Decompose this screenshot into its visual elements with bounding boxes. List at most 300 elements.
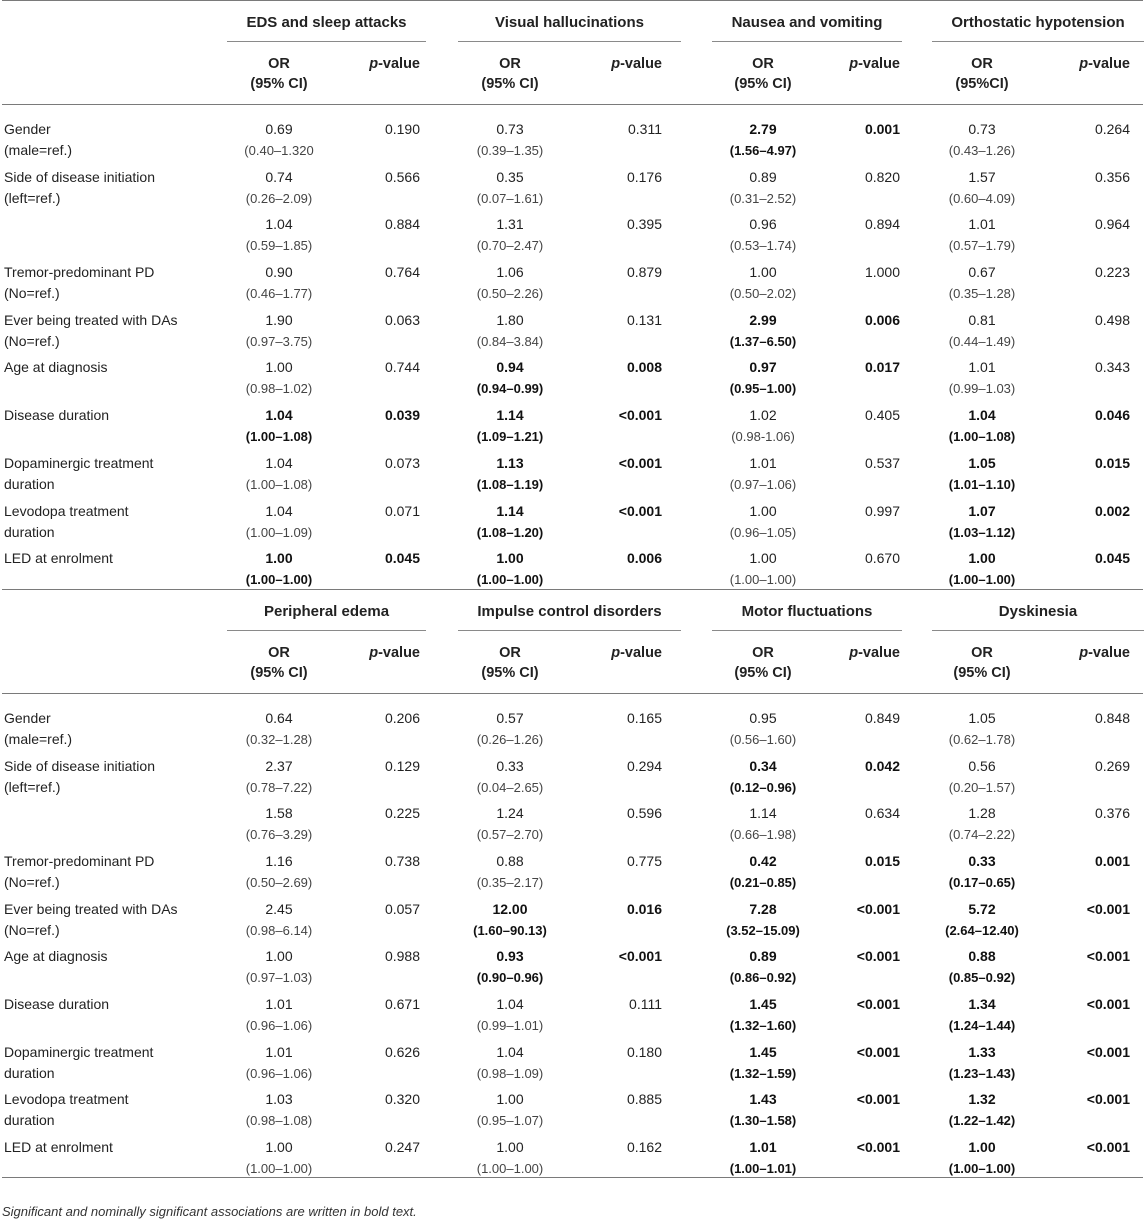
- confidence-interval: (0.07–1.61): [476, 190, 544, 206]
- p-value-cell: 0.071: [384, 502, 420, 519]
- p-value-cell: 0.015: [1094, 454, 1130, 471]
- or-header-label: OR: [499, 56, 521, 72]
- confidence-interval: (0.56–1.60): [729, 731, 797, 747]
- odds-ratio-value: 1.00: [496, 550, 524, 567]
- confidence-interval: (1.00–1.01): [729, 1161, 797, 1177]
- odds-ratio-value: 0.89: [749, 168, 777, 185]
- p-value-cell: 0.045: [1094, 550, 1130, 567]
- or-header-label: OR: [971, 56, 993, 72]
- p-value-cell: <0.001: [856, 900, 900, 917]
- odds-ratio-value: 1.04: [265, 502, 293, 519]
- table-row: [2, 1030, 1143, 1081]
- column-header-row: [2, 633, 1143, 694]
- confidence-interval: (0.97–3.75): [245, 333, 313, 349]
- ci-header-label: (95% CI): [734, 76, 792, 92]
- p-value-cell: 0.405: [864, 407, 900, 424]
- odds-ratio-value: 1.57: [968, 168, 996, 185]
- p-value-cell: <0.001: [1086, 1043, 1130, 1060]
- odds-ratio-value: 1.00: [496, 1139, 524, 1156]
- table-row: [2, 934, 1143, 986]
- odds-ratio-value: 1.04: [496, 996, 524, 1012]
- p-value-header: [820, 643, 900, 663]
- confidence-interval: (1.00–1.00): [476, 572, 544, 588]
- odds-ratio-value: 0.57: [496, 709, 524, 726]
- row-label-line2: duration: [4, 1064, 55, 1081]
- p-value-cell: 0.626: [384, 1043, 420, 1060]
- row-label-line2: duration: [4, 1112, 55, 1129]
- p-italic: p: [849, 56, 859, 72]
- p-value-header-label: p-value: [1079, 644, 1130, 661]
- odds-ratio-value: 0.94: [496, 359, 524, 376]
- confidence-interval: (0.17–0.65): [948, 874, 1016, 890]
- p-value-header-label: p-value: [369, 56, 420, 72]
- odds-ratio-value: 1.00: [496, 1091, 524, 1108]
- p-value-cell: 0.671: [384, 996, 420, 1012]
- odds-ratio-value: 1.00: [968, 550, 996, 567]
- p-value-cell: 0.885: [626, 1091, 662, 1108]
- confidence-interval: (0.95–1.00): [729, 381, 797, 397]
- p-value-cell: <0.001: [856, 948, 900, 965]
- confidence-interval: (1.03–1.12): [948, 524, 1016, 540]
- p-value-cell: 0.001: [1094, 852, 1130, 869]
- confidence-interval: (0.59–1.85): [245, 238, 313, 254]
- p-value-cell: 0.596: [626, 805, 662, 822]
- table-row: [2, 536, 1143, 588]
- odds-ratio-value: 1.33: [968, 1043, 996, 1060]
- p-value-cell: 0.042: [864, 757, 900, 774]
- p-value-cell: 0.165: [626, 709, 662, 726]
- confidence-interval: (0.98–6.14): [245, 922, 313, 938]
- odds-ratio-value: 0.33: [496, 757, 524, 774]
- confidence-interval: (1.32–1.60): [729, 1018, 797, 1033]
- p-value-cell: 0.988: [384, 948, 420, 965]
- p-value-header: [582, 643, 662, 663]
- or-ci-header: [703, 643, 823, 683]
- ci-header-label: (95% CI): [481, 664, 539, 681]
- table-row: [2, 982, 1143, 1033]
- p-value-cell: 0.744: [384, 359, 420, 376]
- group-header: Motor fluctuations: [712, 590, 902, 631]
- odds-ratio-value: 0.93: [496, 948, 524, 965]
- row-label-line1: Disease duration: [4, 407, 110, 424]
- confidence-interval: (0.96–1.06): [245, 1065, 313, 1081]
- odds-ratio-value: 2.79: [749, 121, 777, 137]
- p-value-cell: <0.001: [618, 407, 662, 424]
- group-header: EDS and sleep attacks: [227, 1, 426, 42]
- confidence-interval: (0.94–0.99): [476, 381, 544, 397]
- confidence-interval: (1.00–1.00): [948, 1161, 1016, 1177]
- p-value-cell: <0.001: [856, 1043, 900, 1060]
- odds-ratio-value: 7.28: [749, 900, 777, 917]
- p-italic: p: [611, 56, 621, 72]
- confidence-interval: (1.01–1.10): [948, 476, 1016, 492]
- row-label-line1: Age at diagnosis: [4, 359, 108, 376]
- odds-ratio-cell: [922, 1137, 1042, 1179]
- p-value-cell: 0.670: [864, 550, 900, 567]
- odds-ratio-value: 1.16: [265, 852, 293, 869]
- confidence-interval: (1.08–1.19): [476, 476, 544, 492]
- odds-ratio-value: 1.14: [496, 502, 524, 519]
- odds-ratio-value: 1.01: [265, 1043, 293, 1060]
- row-label-line2: (male=ref.): [4, 142, 73, 158]
- or-header-label: OR: [971, 644, 993, 661]
- confidence-interval: (1.24–1.44): [948, 1018, 1016, 1033]
- confidence-interval: (1.37–6.50): [729, 333, 797, 349]
- table-row: [2, 155, 1143, 206]
- odds-ratio-value: 1.00: [749, 264, 777, 281]
- confidence-interval: (1.23–1.43): [948, 1065, 1016, 1081]
- confidence-interval: (0.50–2.26): [476, 286, 544, 302]
- p-value-cell: 0.131: [626, 311, 662, 328]
- confidence-interval: (0.57–1.79): [948, 238, 1016, 254]
- p-value-header-label: p-value: [611, 56, 662, 72]
- odds-ratio-cell: [219, 1137, 339, 1179]
- confidence-interval: (1.00–1.08): [245, 429, 313, 445]
- row-label-line2: (male=ref.): [4, 730, 73, 747]
- confidence-interval: (0.97–1.06): [729, 476, 797, 492]
- odds-ratio-cell: [703, 548, 823, 590]
- confidence-interval: (1.09–1.21): [476, 429, 544, 445]
- odds-ratio-value: 0.56: [968, 757, 996, 774]
- row-label-line2: duration: [4, 523, 55, 540]
- p-value-cell: 0.111: [629, 996, 662, 1012]
- odds-ratio-value: 1.90: [265, 311, 293, 328]
- confidence-interval: (2.64–12.40): [945, 922, 1019, 938]
- odds-ratio-value: 1.01: [749, 454, 777, 471]
- table-footnote: Significant and nominally significant associations are written in bold text.: [2, 1204, 417, 1219]
- table-row: [2, 107, 1143, 158]
- row-label-line1: LED at enrolment: [4, 1139, 113, 1156]
- odds-ratio-value: 1.01: [968, 216, 996, 233]
- row-label-line2: (No=ref.): [4, 285, 60, 302]
- table-row: [2, 489, 1143, 540]
- p-value-cell: 0.129: [384, 757, 420, 774]
- odds-ratio-value: 1.45: [749, 996, 777, 1012]
- p-value-cell: 0.176: [626, 168, 662, 185]
- p-value-cell: 0.017: [864, 359, 900, 376]
- confidence-interval: (1.60–90.13): [473, 922, 547, 938]
- confidence-interval: (0.44–1.49): [948, 333, 1016, 349]
- group-header: Impulse control disorders: [458, 590, 681, 631]
- or-ci-header: [922, 54, 1042, 94]
- confidence-interval: (0.98-1.06): [731, 429, 795, 445]
- p-value-cell: 0.016: [626, 900, 662, 917]
- p-value-cell: 0.073: [384, 454, 420, 471]
- p-value-header: [820, 54, 900, 74]
- confidence-interval: (1.08–1.20): [476, 524, 544, 540]
- odds-ratio-value: 2.99: [749, 311, 777, 328]
- row-label-line2: (No=ref.): [4, 873, 60, 890]
- odds-ratio-value: 1.00: [968, 1139, 996, 1156]
- confidence-interval: (1.56–4.97): [729, 143, 797, 158]
- confidence-interval: (0.99–1.03): [948, 381, 1016, 397]
- p-italic: p: [611, 644, 621, 661]
- p-value-cell: <0.001: [856, 1139, 900, 1156]
- table-row: [2, 202, 1143, 254]
- p-value-cell: <0.001: [1086, 1091, 1130, 1108]
- confidence-interval: (0.46–1.77): [245, 286, 313, 302]
- ci-header-label: (95% CI): [734, 664, 792, 681]
- p-value-cell: 0.223: [1094, 264, 1130, 281]
- odds-ratio-value: 1.04: [265, 407, 293, 424]
- confidence-interval: (0.40–1.320: [244, 143, 314, 158]
- or-header-label: OR: [752, 644, 774, 661]
- odds-ratio-value: 1.45: [749, 1043, 777, 1060]
- confidence-interval: (0.50–2.02): [729, 286, 797, 302]
- p-value-cell: 0.764: [384, 264, 420, 281]
- p-value-cell: 0.269: [1094, 757, 1130, 774]
- confidence-interval: (1.00–1.00): [245, 572, 313, 588]
- odds-ratio-value: 1.00: [265, 550, 293, 567]
- or-header-label: OR: [752, 56, 774, 72]
- table-row: [2, 1077, 1143, 1129]
- confidence-interval: (0.98–1.09): [476, 1065, 544, 1081]
- confidence-interval: (0.85–0.92): [948, 970, 1016, 986]
- row-label-line2: (left=ref.): [4, 778, 61, 795]
- odds-ratio-value: 1.00: [265, 1139, 293, 1156]
- table-row: [2, 791, 1143, 843]
- row-label-line1: Ever being treated with DAs: [4, 311, 178, 328]
- odds-ratio-value: 1.00: [749, 502, 777, 519]
- confidence-interval: (0.70–2.47): [476, 238, 544, 254]
- or-ci-header: [450, 54, 570, 94]
- p-value-cell: 0.820: [864, 168, 900, 185]
- p-value-cell: <0.001: [618, 948, 662, 965]
- row-label-line1: Side of disease initiation: [4, 168, 155, 185]
- odds-ratio-cell: [450, 1137, 570, 1179]
- table-row: [2, 887, 1143, 938]
- odds-ratio-value: 2.37: [265, 757, 293, 774]
- confidence-interval: (0.95–1.07): [476, 1113, 544, 1129]
- confidence-interval: (0.32–1.28): [245, 731, 313, 747]
- confidence-interval: (0.90–0.96): [476, 970, 544, 986]
- odds-ratio-value: 0.73: [496, 121, 524, 137]
- group-header-row: [2, 1, 1143, 44]
- p-value-header-label: p-value: [369, 644, 420, 661]
- p-value-cell: 1.000: [864, 264, 900, 281]
- odds-ratio-value: 1.05: [968, 709, 996, 726]
- odds-ratio-value: 0.88: [496, 852, 524, 869]
- confidence-interval: (1.00–1.08): [948, 429, 1016, 445]
- p-value-cell: 0.566: [384, 168, 420, 185]
- odds-ratio-value: 1.43: [749, 1091, 777, 1108]
- confidence-interval: (1.00–1.00): [476, 1161, 544, 1177]
- p-value-cell: 0.002: [1094, 502, 1130, 519]
- p-value-cell: 0.849: [864, 709, 900, 726]
- table-row: [2, 393, 1143, 445]
- confidence-interval: (1.30–1.58): [729, 1113, 797, 1129]
- row-label-line2: (No=ref.): [4, 332, 60, 349]
- odds-ratio-value: 1.03: [265, 1091, 293, 1108]
- p-value-cell: <0.001: [618, 502, 662, 519]
- p-value-cell: <0.001: [1086, 1139, 1130, 1156]
- p-value-cell: 0.997: [864, 502, 900, 519]
- odds-ratio-value: 1.00: [265, 948, 293, 965]
- confidence-interval: (0.35–1.28): [948, 286, 1016, 302]
- p-value-cell: 0.006: [626, 550, 662, 567]
- p-italic: p: [369, 644, 379, 661]
- odds-ratio-value: 1.04: [496, 1043, 524, 1060]
- confidence-interval: (1.00–1.00): [245, 1161, 313, 1177]
- p-value-cell: 0.008: [626, 359, 662, 376]
- p-value-cell: <0.001: [856, 996, 900, 1012]
- odds-ratio-value: 0.88: [968, 948, 996, 965]
- p-value-header-label: p-value: [1079, 56, 1130, 72]
- p-value-cell: 0.015: [864, 852, 900, 869]
- ci-header-label: (95% CI): [481, 76, 539, 92]
- p-value-cell: 0.879: [626, 264, 662, 281]
- confidence-interval: (0.12–0.96): [729, 779, 797, 795]
- or-ci-header: [450, 643, 570, 683]
- p-value-cell: 0.162: [626, 1139, 662, 1156]
- ci-header-label: (95% CI): [250, 664, 308, 681]
- confidence-interval: (1.00–1.00): [948, 572, 1016, 588]
- group-header: Dyskinesia: [932, 590, 1144, 631]
- results-table: [2, 0, 1143, 1178]
- table-row: [2, 839, 1143, 890]
- table-row: [2, 298, 1143, 349]
- or-ci-header: [703, 54, 823, 94]
- p-value-cell: 0.884: [384, 216, 420, 233]
- row-label-line1: Levodopa treatment: [4, 502, 129, 519]
- odds-ratio-value: 1.00: [749, 550, 777, 567]
- odds-ratio-value: 12.00: [492, 900, 528, 917]
- odds-ratio-value: 0.69: [265, 121, 293, 137]
- confidence-interval: (1.22–1.42): [948, 1113, 1016, 1129]
- confidence-interval: (0.76–3.29): [245, 827, 313, 843]
- p-value-cell: 0.356: [1094, 168, 1130, 185]
- odds-ratio-value: 5.72: [968, 900, 996, 917]
- row-label-line1: Side of disease initiation: [4, 757, 155, 774]
- confidence-interval: (0.96–1.06): [245, 1018, 313, 1033]
- confidence-interval: (0.97–1.03): [245, 970, 313, 986]
- confidence-interval: (1.00–1.08): [245, 476, 313, 492]
- p-value-cell: 0.498: [1094, 311, 1130, 328]
- p-value-cell: 0.247: [384, 1139, 420, 1156]
- confidence-interval: (0.53–1.74): [729, 238, 797, 254]
- odds-ratio-value: 1.58: [265, 805, 293, 822]
- p-italic: p: [1079, 644, 1089, 661]
- group-header: Orthostatic hypotension: [932, 1, 1144, 42]
- confidence-interval: (0.74–2.22): [948, 827, 1016, 843]
- odds-ratio-value: 1.01: [968, 359, 996, 376]
- p-value-cell: 0.006: [864, 311, 900, 328]
- row-label-line1: Dopaminergic treatment: [4, 1043, 154, 1060]
- p-value-cell: 0.738: [384, 852, 420, 869]
- confidence-interval: (3.52–15.09): [726, 922, 800, 938]
- confidence-interval: (0.43–1.26): [948, 143, 1016, 158]
- table-row: [2, 1125, 1143, 1177]
- p-value-cell: <0.001: [856, 1091, 900, 1108]
- odds-ratio-value: 0.42: [749, 852, 777, 869]
- confidence-interval: (0.78–7.22): [245, 779, 313, 795]
- row-label-line1: Tremor-predominant PD: [4, 264, 155, 281]
- ci-header-label: (95% CI): [953, 664, 1011, 681]
- odds-ratio-value: 0.67: [968, 264, 996, 281]
- p-value-cell: <0.001: [1086, 996, 1130, 1012]
- odds-ratio-value: 1.02: [749, 407, 777, 424]
- row-label-line1: Levodopa treatment: [4, 1091, 129, 1108]
- group-header: Peripheral edema: [227, 590, 426, 631]
- confidence-interval: (0.60–4.09): [948, 190, 1016, 206]
- row-label: [4, 1137, 224, 1158]
- confidence-interval: (1.32–1.59): [729, 1065, 797, 1081]
- odds-ratio-value: 1.80: [496, 311, 524, 328]
- p-value-header: [582, 54, 662, 74]
- p-value-cell: 0.848: [1094, 709, 1130, 726]
- row-label: [4, 994, 224, 1015]
- row-label: [4, 357, 224, 378]
- table-row: [2, 345, 1143, 397]
- p-value-cell: 0.376: [1094, 805, 1130, 822]
- confidence-interval: (0.50–2.69): [245, 874, 313, 890]
- table-row: [2, 696, 1143, 747]
- row-label: [4, 548, 224, 569]
- p-value-header: [340, 54, 420, 74]
- p-italic: p: [369, 56, 379, 72]
- p-value-cell: 0.894: [864, 216, 900, 233]
- table-row: [2, 744, 1143, 795]
- confidence-interval: (0.99–1.01): [476, 1018, 544, 1033]
- p-value-header-label: p-value: [611, 644, 662, 661]
- row-label: [4, 946, 224, 967]
- p-value-cell: 0.206: [384, 709, 420, 726]
- confidence-interval: (0.62–1.78): [948, 731, 1016, 747]
- odds-ratio-value: 0.64: [265, 709, 293, 726]
- p-value-header-label: p-value: [849, 644, 900, 661]
- p-value-header: [1050, 643, 1130, 663]
- or-ci-header: [219, 643, 339, 683]
- odds-ratio-value: 1.01: [265, 996, 293, 1012]
- row-label-line1: Disease duration: [4, 996, 110, 1012]
- confidence-interval: (0.35–2.17): [476, 874, 544, 890]
- odds-ratio-value: 1.00: [265, 359, 293, 376]
- p-value-cell: 0.634: [864, 805, 900, 822]
- confidence-interval: (0.20–1.57): [948, 779, 1016, 795]
- table-block-2: [2, 589, 1143, 1178]
- odds-ratio-value: 0.73: [968, 121, 996, 137]
- group-header: Visual hallucinations: [458, 1, 681, 42]
- row-label-line1: Age at diagnosis: [4, 948, 108, 965]
- odds-ratio-value: 1.04: [265, 216, 293, 233]
- odds-ratio-value: 1.05: [968, 454, 996, 471]
- odds-ratio-cell: [219, 548, 339, 590]
- or-ci-header: [219, 54, 339, 94]
- table-row: [2, 441, 1143, 492]
- row-label-line2: (No=ref.): [4, 921, 60, 938]
- p-value-cell: 0.264: [1094, 121, 1130, 137]
- odds-ratio-value: 0.34: [749, 757, 777, 774]
- p-value-cell: <0.001: [1086, 948, 1130, 965]
- odds-ratio-value: 1.04: [968, 407, 996, 424]
- p-value-cell: 0.964: [1094, 216, 1130, 233]
- p-value-cell: 0.537: [864, 454, 900, 471]
- p-value-cell: 0.039: [384, 407, 420, 424]
- or-header-label: OR: [268, 644, 290, 661]
- table-body: [2, 105, 1143, 588]
- p-value-cell: 0.180: [626, 1043, 662, 1060]
- p-value-header: [340, 643, 420, 663]
- row-label-line1: Gender: [4, 709, 51, 726]
- p-value-cell: 0.343: [1094, 359, 1130, 376]
- odds-ratio-value: 1.06: [496, 264, 524, 281]
- odds-ratio-cell: [450, 548, 570, 590]
- odds-ratio-value: 1.24: [496, 805, 524, 822]
- p-value-cell: 0.294: [626, 757, 662, 774]
- odds-ratio-value: 1.14: [496, 407, 524, 424]
- confidence-interval: (0.98–1.02): [245, 381, 313, 397]
- group-header: Nausea and vomiting: [712, 1, 902, 42]
